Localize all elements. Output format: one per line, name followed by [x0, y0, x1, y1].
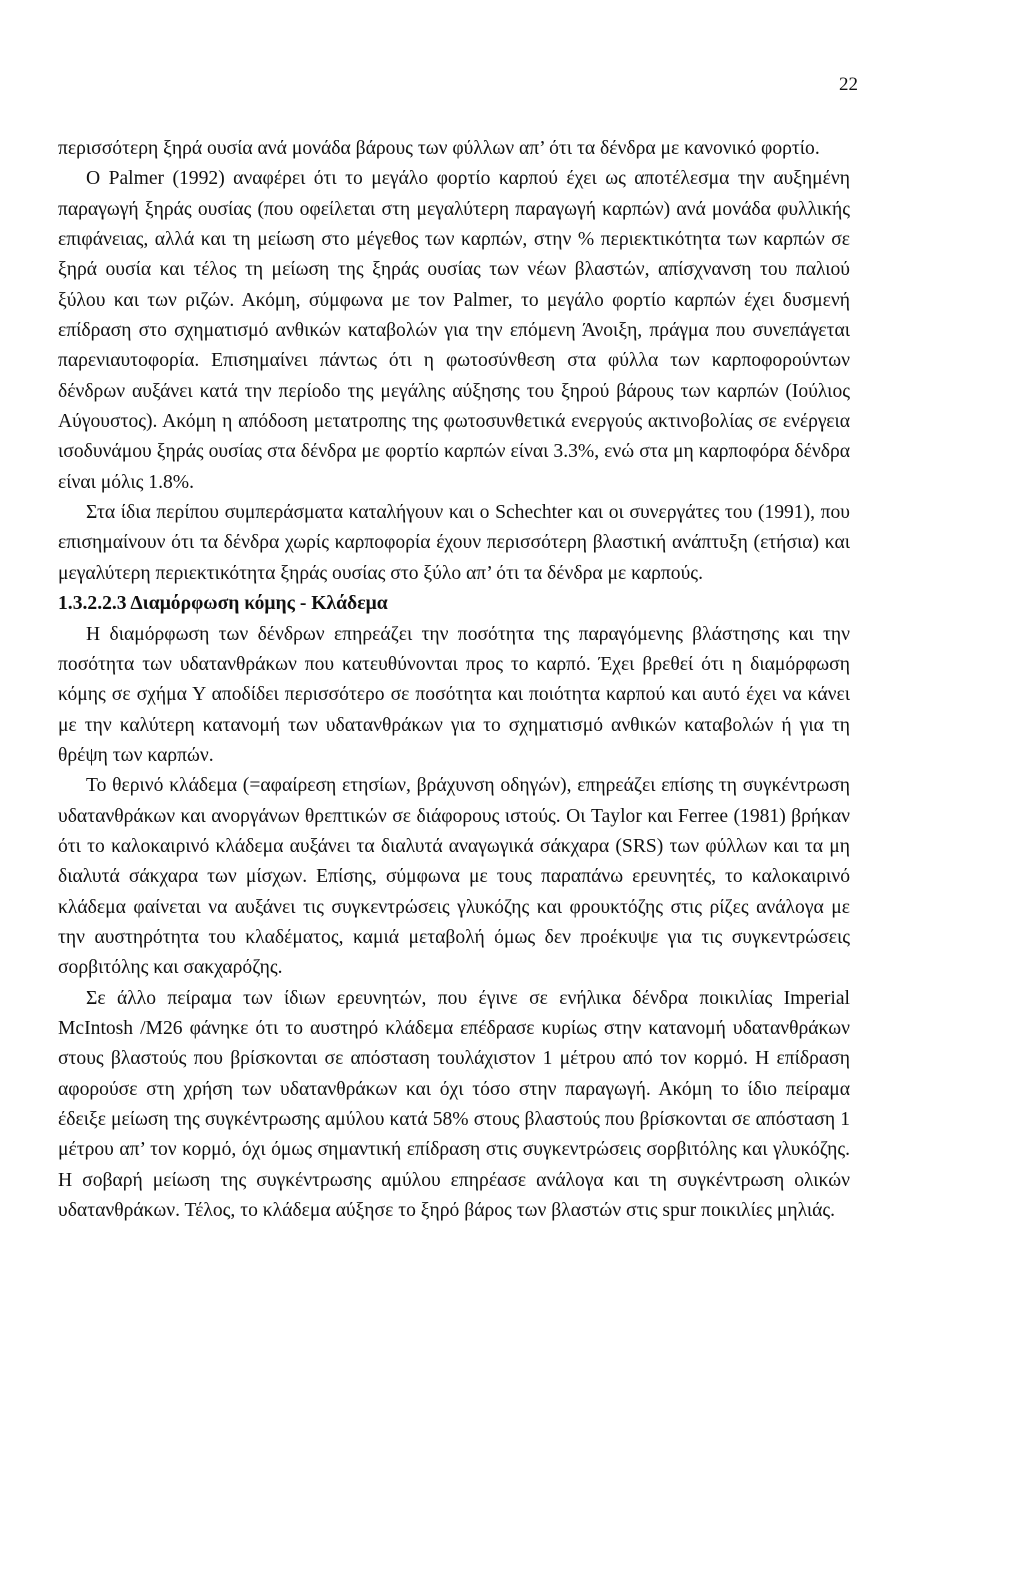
paragraph-canopy-shaping: Η διαμόρφωση των δένδρων επηρεάζει την ποσότητα της παραγόμενης βλάστησης και την ποσότητα των υδατανθράκων που κατευθύνονται προς το καρπό. Έχει βρεθεί ότι η διαμόρφωση κόμης σε σχήμα Υ αποδίδει περισσότερο σε ποσότητα και ποιότητα καρπού και αυτό έχει να κάνει με την καλύτερη κατανομή των υδατανθράκων για το σχηματισμό ανθικών καταβολών ή για τη θρέψη των καρπών.: [58, 623, 850, 766]
document-body: [58, 134, 850, 1226]
paragraph-continuation: περισσότερη ξηρά ουσία ανά μονάδα βάρους των φύλλων απ’ ότι τα δένδρα με κανονικό φορτίο.: [58, 138, 820, 159]
paragraph-palmer: Ο Palmer (1992) αναφέρει ότι το μεγάλο φορτίο καρπού έχει ως αποτέλεσμα την αυξημένη παραγωγή ξηράς ουσίας (που οφείλεται στη μεγαλύτερη παραγωγή καρπών) ανά μονάδα φυλλικής επιφάνειας, αλλά και τη μείωση στο μέγεθος των καρπών, στην % περιεκτικότητα των καρπών σε ξηρά ουσία και τέλος τη μείωση της ξηράς ουσίας των νέων βλαστών, απίσχνανση του παλιού ξύλου και των ριζών. Ακόμη, σύμφωνα με τον Palmer, το μεγάλο φορτίο καρπών έχει δυσμενή επίδραση στο σχηματισμό ανθικών καταβολών για την επόμενη Άνοιξη, πράγμα που συνεπάγεται παρενιαυτοφορία. Επισημαίνει πάντως ότι η φωτοσύνθεση στα φύλλα των καρποφορούντων δένδρων αυξάνει κατά την περίοδο της μεγάλης αύξησης του ξηρού βάρους των καρπών (Ιούλιος Αύγουστος). Ακόμη η απόδοση μετατροπης της φωτοσυνθετικά ενεργούς ακτινοβολίας σε ενέργεια ισοδυνάμου ξηράς ουσίας στα δένδρα με φορτίο καρπών είναι 3.3%, ενώ στα μη καρποφόρα δένδρα είναι μόλις 1.8%.: [58, 168, 850, 493]
paragraph-mcintosh-experiment: Σε άλλο πείραμα των ίδιων ερευνητών, που έγινε σε ενήλικα δένδρα ποικιλίας Imperial McIntosh /M26 φάνηκε ότι το αυστηρό κλάδεμα επέδρασε κυρίως στην κατανομή υδατανθράκων στους βλαστούς που βρίσκονται σε απόσταση τουλάχιστον 1 μέτρου από τον κορμό. Η επίδραση αφορούσε στη χρήση των υδατανθράκων και όχι τόσο στην παραγωγή. Ακόμη το ίδιο πείραμα έδειξε μείωση της συγκέντρωσης αμύλου κατά 58% στους βλαστούς που βρίσκονται σε απόσταση 1 μέτρου απ’ τον κορμό, όχι όμως σημαντική επίδραση στις συγκεντρώσεις σορβιτόλης και γλυκόζης. Η σοβαρή μείωση της συγκέντρωσης αμύλου επηρέασε ανάλογα και τη συγκέντρωση ολικών υδατανθράκων. Τέλος, το κλάδεμα αύξησε το ξηρό βάρος των βλαστών στις spur ποικιλίες μηλιάς.: [58, 987, 850, 1222]
section-heading: 1.3.2.2.3 Διαμόρφωση κόμης - Κλάδεμα: [58, 593, 388, 615]
paragraph-schechter: Στα ίδια περίπου συμπεράσματα καταλήγουν και ο Schechter και οι συνεργάτες του (1991), που επισημαίνουν ότι τα δένδρα χωρίς καρποφορία έχουν περισσότερη βλαστική ανάπτυξη (ετήσια) και μεγαλύτερη περιεκτικότητα ξηράς ουσίας στο ξύλο απ’ ότι τα δένδρα με καρπούς.: [58, 502, 850, 584]
page-number: 22: [839, 74, 858, 95]
paragraph-summer-pruning: Το θερινό κλάδεμα (=αφαίρεση ετησίων, βράχυνση οδηγών), επηρεάζει επίσης τη συγκέντρωση υδατανθράκων και ανοργάνων θρεπτικών σε διάφορους ιστούς. Οι Taylor και Ferree (1981) βρήκαν ότι το καλοκαιρινό κλάδεμα αυξάνει τα διαλυτά αναγωγικά σάκχαρα (SRS) των φύλλων και τα μη διαλυτά σάκχαρα των μίσχων. Επίσης, σύμφωνα με τους παραπάνω ερευνητές, το καλοκαιρινό κλάδεμα φαίνεται να αυξάνει τις συγκεντρώσεις γλυκόζης και φρουκτόζης στις ρίζες ανάλογα με την αυστηρότητα του κλαδέματος, καμιά μεταβολή όμως δεν προέκυψε για τις συγκεντρώσεις σορβιτόλης και σακχαρόζης.: [58, 775, 850, 979]
